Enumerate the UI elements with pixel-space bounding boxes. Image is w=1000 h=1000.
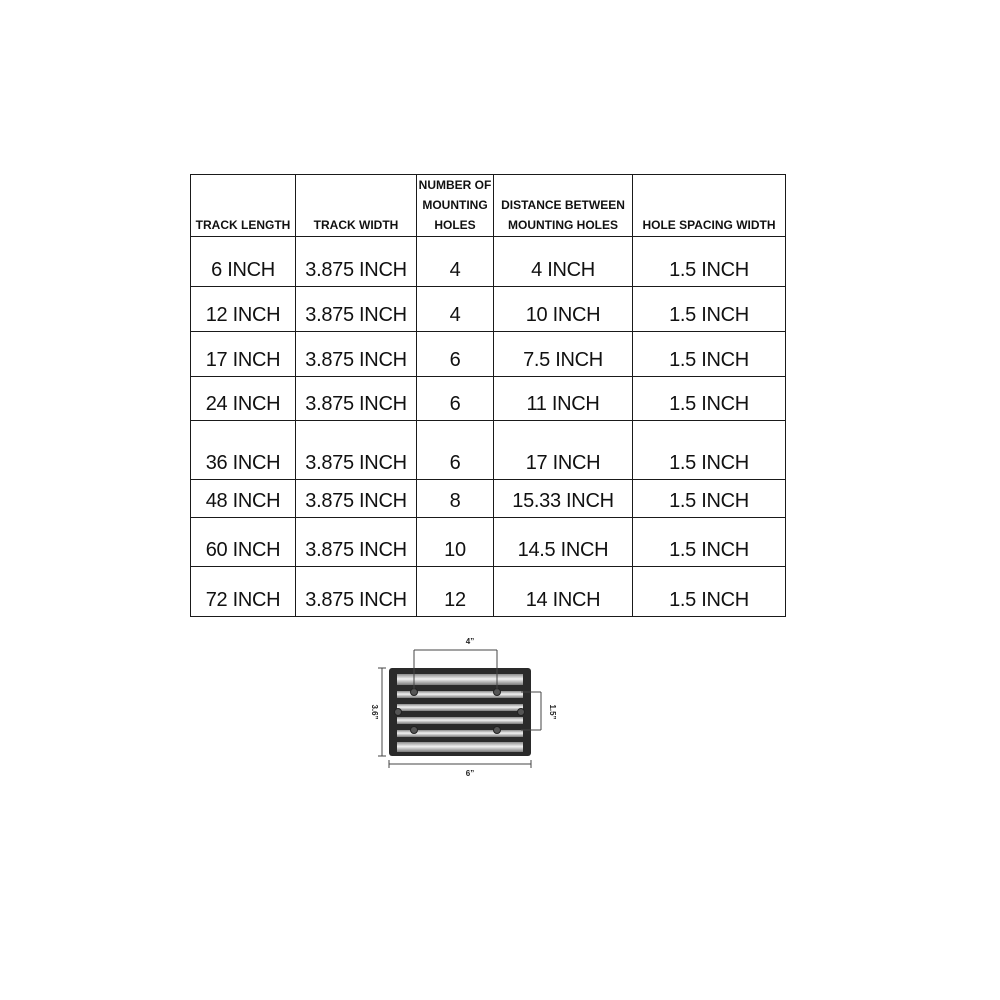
table-row [191, 332, 786, 377]
cell-track-width: 3.875 INCH [296, 332, 417, 377]
cell-spacing-width: 1.5 INCH [633, 377, 786, 421]
track-dimension-diagram [360, 630, 570, 790]
cell-hole-count: 6 [417, 332, 494, 377]
table-row [191, 421, 786, 480]
table-header-row [191, 175, 786, 237]
cell-track-length: 72 INCH [191, 567, 296, 617]
cell-track-width: 3.875 INCH [296, 237, 417, 287]
cell-hole-distance: 10 INCH [494, 287, 633, 332]
header-track-length: TRACK LENGTH [191, 175, 296, 237]
cell-hole-count: 10 [417, 518, 494, 567]
track-image [389, 668, 531, 756]
table-row [191, 518, 786, 567]
cell-track-length: 12 INCH [191, 287, 296, 332]
table-row [191, 287, 786, 332]
cell-track-width: 3.875 INCH [296, 567, 417, 617]
cell-track-width: 3.875 INCH [296, 480, 417, 518]
table-row [191, 480, 786, 518]
cell-spacing-width: 1.5 INCH [633, 480, 786, 518]
cell-track-length: 60 INCH [191, 518, 296, 567]
cell-track-length: 36 INCH [191, 421, 296, 480]
cell-hole-count: 6 [417, 377, 494, 421]
cell-hole-count: 4 [417, 287, 494, 332]
cell-hole-distance: 14 INCH [494, 567, 633, 617]
cell-spacing-width: 1.5 INCH [633, 567, 786, 617]
cell-hole-distance: 11 INCH [494, 377, 633, 421]
header-distance-between-holes: DISTANCE BETWEEN MOUNTING HOLES [494, 175, 633, 237]
table-row [191, 377, 786, 421]
cell-hole-distance: 15.33 INCH [494, 480, 633, 518]
table-row [191, 567, 786, 617]
dimension-bottom-label: 6” [465, 769, 475, 778]
cell-hole-distance: 4 INCH [494, 237, 633, 287]
cell-track-width: 3.875 INCH [296, 287, 417, 332]
dimension-bottom [389, 760, 531, 768]
cell-track-length: 24 INCH [191, 377, 296, 421]
cell-hole-distance: 7.5 INCH [494, 332, 633, 377]
header-number-of-mounting-holes: NUMBER OF MOUNTING HOLES [417, 175, 494, 237]
cell-track-length: 17 INCH [191, 332, 296, 377]
cell-hole-distance: 17 INCH [494, 421, 633, 480]
header-track-width: TRACK WIDTH [296, 175, 417, 237]
cell-spacing-width: 1.5 INCH [633, 518, 786, 567]
cell-track-width: 3.875 INCH [296, 421, 417, 480]
dimension-right-label: 1.5” [548, 704, 557, 720]
dimension-top-label: 4” [465, 637, 475, 646]
cell-spacing-width: 1.5 INCH [633, 421, 786, 480]
track-spec-table [190, 174, 786, 617]
table-row [191, 237, 786, 287]
cell-hole-distance: 14.5 INCH [494, 518, 633, 567]
cell-hole-count: 4 [417, 237, 494, 287]
dimension-left-label: 3.6” [370, 704, 379, 720]
cell-spacing-width: 1.5 INCH [633, 287, 786, 332]
cell-hole-count: 6 [417, 421, 494, 480]
cell-spacing-width: 1.5 INCH [633, 237, 786, 287]
cell-track-length: 48 INCH [191, 480, 296, 518]
cell-hole-count: 8 [417, 480, 494, 518]
cell-track-width: 3.875 INCH [296, 518, 417, 567]
cell-track-width: 3.875 INCH [296, 377, 417, 421]
cell-hole-count: 12 [417, 567, 494, 617]
cell-track-length: 6 INCH [191, 237, 296, 287]
cell-spacing-width: 1.5 INCH [633, 332, 786, 377]
header-hole-spacing-width: HOLE SPACING WIDTH [633, 175, 786, 237]
